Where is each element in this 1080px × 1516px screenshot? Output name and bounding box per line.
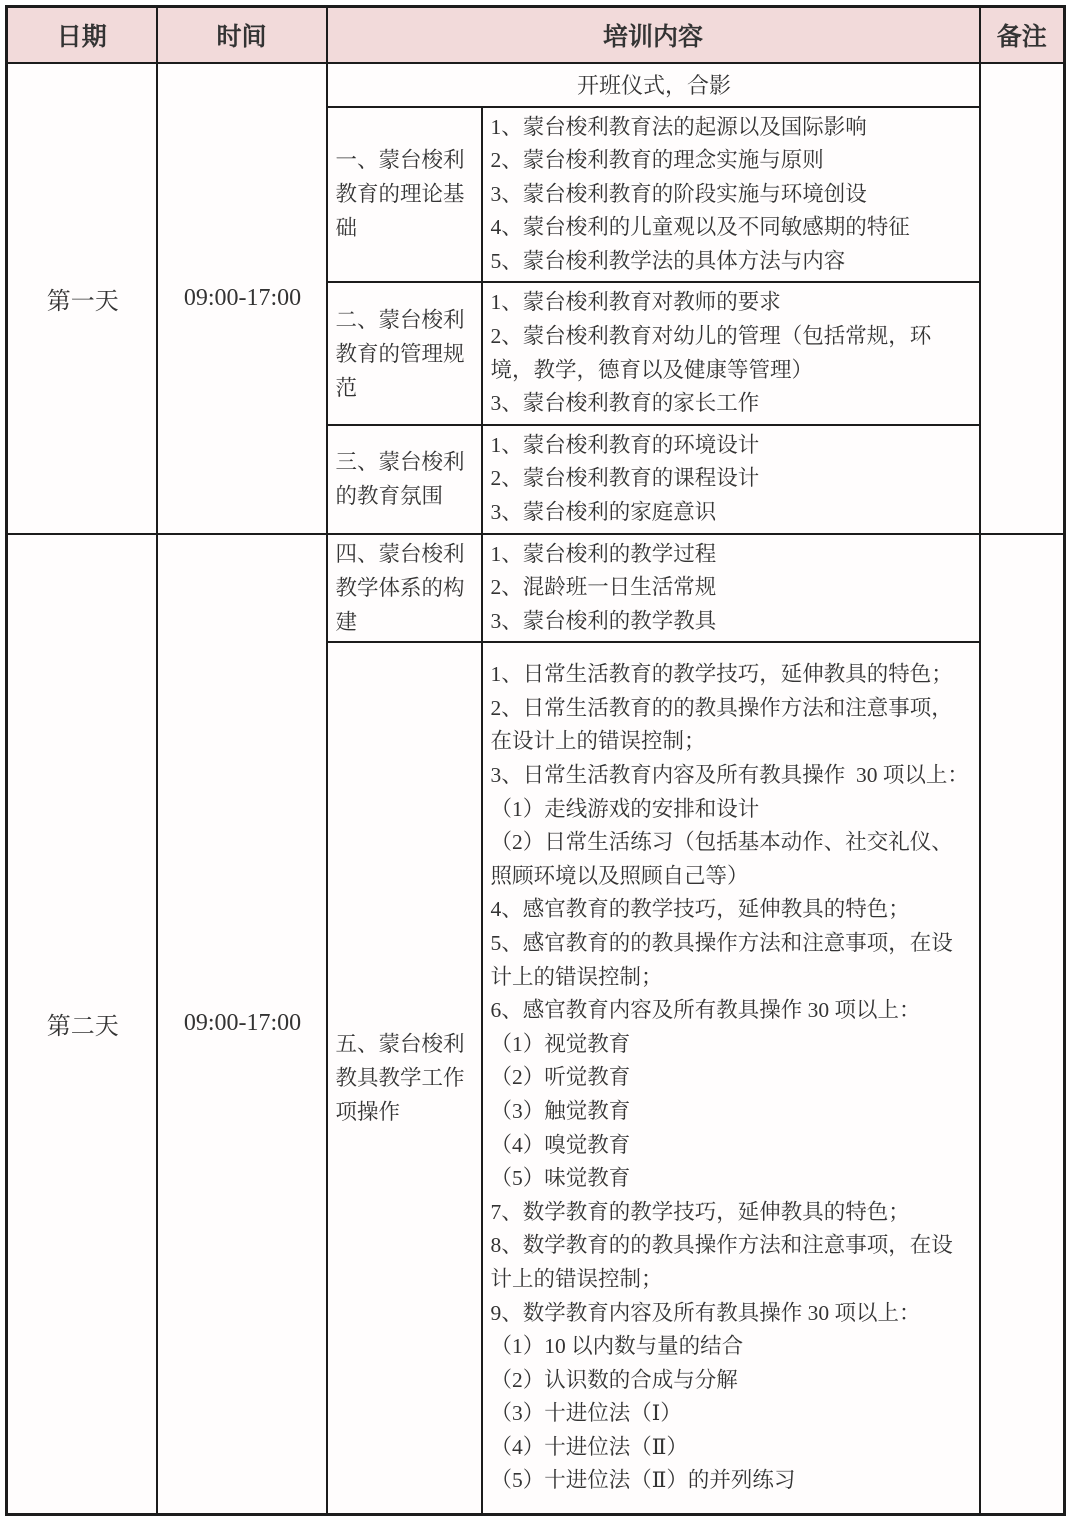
- section-content-2: [482, 282, 980, 424]
- remark-cell-day2: [980, 534, 1065, 1515]
- content-item: 1、蒙台梭利的教学过程: [490, 541, 717, 566]
- header-date: 日期: [7, 7, 157, 63]
- content-item: 7、数学教育的教学技巧，延伸教具的特色；: [490, 1199, 910, 1224]
- content-item: 3、蒙台梭利教育的家长工作: [490, 391, 760, 416]
- content-item: 4、蒙台梭利的儿童观以及不同敏感期的特征: [490, 215, 910, 240]
- content-item: （4）嗅觉教育: [490, 1132, 631, 1157]
- content-item: 9、数学教育内容及所有教具操作 30 项以上：: [490, 1300, 921, 1325]
- content-item: 2、蒙台梭利教育对幼儿的管理（包括常规，环境，教学，德育以及健康等管理）: [490, 324, 932, 382]
- content-item: （4）十进位法（Ⅱ）: [490, 1434, 688, 1459]
- header-time: 时间: [157, 7, 327, 63]
- time-cell-day1: 09:00-17:00: [157, 63, 327, 534]
- header-remark: 备注: [980, 7, 1065, 63]
- section-title-1: 一、蒙台梭利教育的理论基础: [327, 107, 482, 283]
- content-item: 5、感官教育的的教具操作方法和注意事项，在设计上的错误控制；: [490, 930, 953, 989]
- content-item: （2）听觉教育: [490, 1065, 631, 1090]
- section-row-4: [7, 534, 1065, 643]
- header-content: 培训内容: [327, 7, 980, 63]
- date-cell-day2: 第二天: [7, 534, 157, 1515]
- ceremony-row: [7, 63, 1065, 107]
- section-title-4: 四、蒙台梭利教学体系的构建: [327, 534, 482, 643]
- ceremony-cell: 开班仪式，合影: [327, 63, 980, 107]
- content-item: 8、数学教育的的教具操作方法和注意事项，在设计上的错误控制；: [490, 1233, 953, 1291]
- content-item: 3、蒙台梭利的教学教具: [490, 608, 717, 633]
- content-item: 1、日常生活教育的教学技巧，延伸教具的特色；: [490, 662, 953, 687]
- content-item: 5、蒙台梭利教学法的具体方法与内容: [490, 248, 846, 273]
- content-item: 1、蒙台梭利教育对教师的要求: [490, 290, 781, 315]
- content-item: 3、日常生活教育内容及所有教具操作 30 项以上：: [490, 763, 969, 788]
- content-item: （1）视觉教育: [490, 1031, 631, 1056]
- content-item: 4、感官教育的教学技巧，延伸教具的特色；: [490, 897, 910, 922]
- header-row: [7, 7, 1065, 63]
- content-item: （5）十进位法（Ⅱ）的并列练习: [490, 1468, 796, 1493]
- date-cell-day1: 第一天: [7, 63, 157, 534]
- content-item: 2、蒙台梭利教育的课程设计: [490, 466, 760, 491]
- content-item: （5）味觉教育: [490, 1166, 631, 1191]
- content-item: （1）走线游戏的安排和设计: [490, 796, 760, 821]
- content-item: （3）十进位法（Ⅰ）: [490, 1401, 682, 1426]
- content-item: 3、蒙台梭利教育的阶段实施与环境创设: [490, 181, 867, 206]
- section-title-3: 三、蒙台梭利的教育氛围: [327, 425, 482, 534]
- remark-cell-day1: [980, 63, 1065, 534]
- content-item: （2）认识数的合成与分解: [490, 1367, 738, 1392]
- content-item: （3）触觉教育: [490, 1098, 631, 1123]
- section-content-1: [482, 107, 980, 283]
- content-item: 1、蒙台梭利教育的环境设计: [490, 432, 760, 457]
- content-item: （2）日常生活练习（包括基本动作、社交礼仪、照顾环境以及照顾自己等）: [490, 830, 953, 888]
- section-content-4: [482, 534, 980, 643]
- content-item: 2、日常生活教育的的教具操作方法和注意事项，在设计上的错误控制；: [490, 695, 953, 754]
- section-title-2: 二、蒙台梭利教育的管理规范: [327, 282, 482, 424]
- training-schedule-table: [5, 5, 1066, 1516]
- content-item: 1、蒙台梭利教育法的起源以及国际影响: [490, 114, 867, 139]
- section-content-5: [482, 642, 980, 1514]
- content-item: 6、感官教育内容及所有教具操作 30 项以上：: [490, 998, 921, 1023]
- content-item: 2、蒙台梭利教育的理念实施与原则: [490, 148, 824, 173]
- content-item: 3、蒙台梭利的家庭意识: [490, 500, 717, 525]
- content-item: 2、混龄班一日生活常规: [490, 575, 717, 600]
- section-content-3: [482, 425, 980, 534]
- section-title-5: 五、蒙台梭利教具教学工作项操作: [327, 642, 482, 1514]
- time-cell-day2: 09:00-17:00: [157, 534, 327, 1515]
- content-item: （1）10 以内数与量的结合: [490, 1334, 744, 1359]
